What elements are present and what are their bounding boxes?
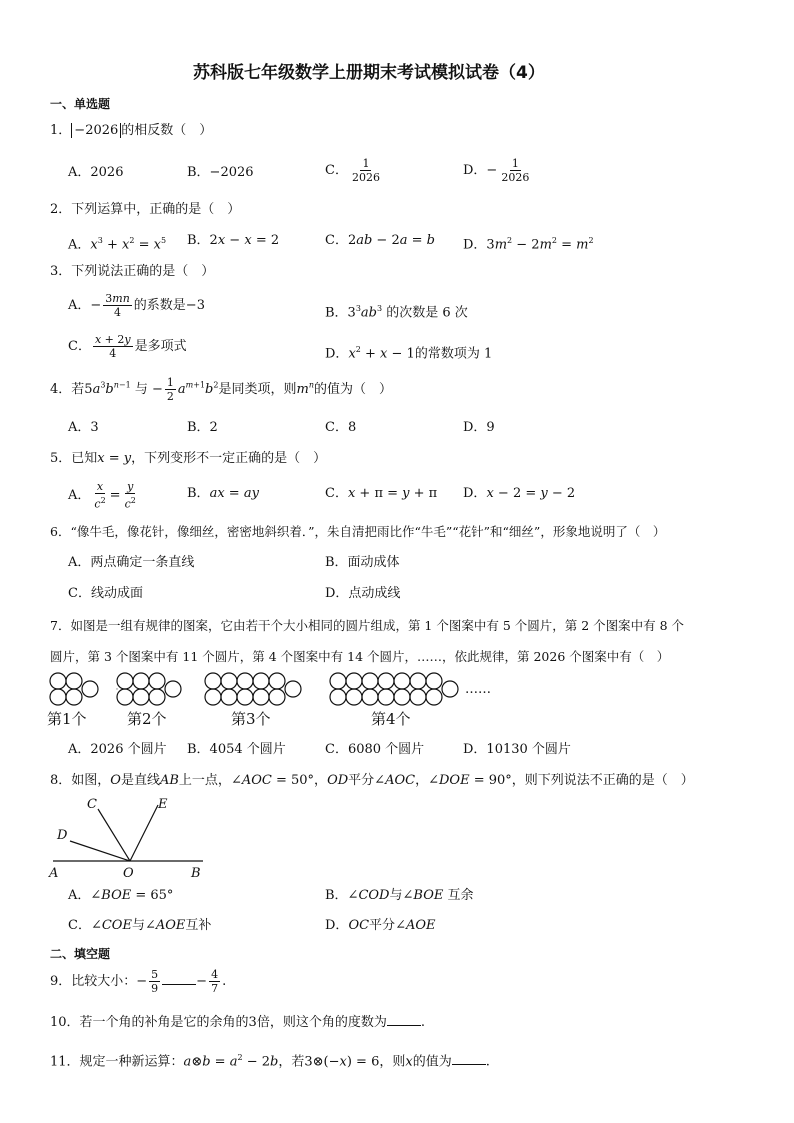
circle xyxy=(221,689,237,705)
section-heading: 一、单选题 xyxy=(50,97,111,111)
figure-label-1: 第1个 xyxy=(47,710,87,728)
option-c[interactable]: C．线动成面 xyxy=(68,586,143,601)
answer-blank[interactable] xyxy=(452,1052,486,1065)
option-c[interactable]: C．6080 个圆片 xyxy=(325,742,425,757)
circle xyxy=(330,689,346,705)
circle xyxy=(221,673,237,689)
circle xyxy=(362,673,378,689)
circle xyxy=(269,689,285,705)
circle xyxy=(410,689,426,705)
question-4: 4．若$5a^3b^{n-1}$ 与 − $\frac{1}{2}$ $a^{m+1}b^2$是同类项，则$m^n$的值为（ ） xyxy=(50,376,392,403)
question-11: 11．规定一种新运算：a⊗b = $a^2 - 2b$，若3⊗(−x) = 6，则x的值为 . xyxy=(50,1053,490,1070)
option-b[interactable]: B．∠COD与∠BOE 互余 xyxy=(325,888,474,903)
question-8: 8．如图，O是直线AB上一点，∠AOC = 50°，OD平分∠AOC，∠DOE = 90°，则下列说法不正确的是（ ） xyxy=(50,773,694,788)
circle xyxy=(149,673,165,689)
option-b[interactable]: B．面动成体 xyxy=(325,555,400,570)
circle xyxy=(394,689,410,705)
circle xyxy=(205,673,221,689)
option-d[interactable]: D．10130 个圆片 xyxy=(463,742,571,757)
ray-od xyxy=(70,841,130,861)
question-text: 的相反数（ ） xyxy=(121,123,213,138)
option-b[interactable]: B．2x − x = 2 xyxy=(187,233,280,248)
circle xyxy=(285,681,301,697)
point-label-e: E xyxy=(158,797,168,812)
option-c[interactable]: C． $\frac{1}{2026}$ xyxy=(325,157,380,184)
circle xyxy=(442,681,458,697)
section-heading: 二、填空题 xyxy=(50,947,111,961)
option-d[interactable]: D．− $\frac{1}{2026}$ xyxy=(463,157,530,184)
circle xyxy=(205,689,221,705)
point-label-b: B xyxy=(191,866,201,881)
option-d[interactable]: D．x − 2 = y − 2 xyxy=(463,486,576,501)
question-7-line-2: 圆片，第 3 个图案中有 11 个圆片，第 4 个图案中有 14 个圆片，……，依此规律，第 2026 个图案中有（ ） xyxy=(50,649,670,664)
circle xyxy=(346,673,362,689)
option-d[interactable]: D．$3m^2 - 2m^2 = m^2$ xyxy=(463,236,594,253)
option-c[interactable]: C．2ab − 2a = b xyxy=(325,233,435,248)
circle xyxy=(117,673,133,689)
question-number: 1． xyxy=(50,123,72,138)
circle xyxy=(426,673,442,689)
option-a[interactable]: A．∠BOE = 65° xyxy=(68,888,174,903)
option-a[interactable]: A．3 xyxy=(68,420,99,435)
question-6: 6．“像牛毛，像花针，像细丝，密密地斜织着．”，朱自清把雨比作“牛毛”“花针”和“细丝”，形象地说明了（ ） xyxy=(50,524,666,539)
question-5: 5．已知x = y，下列变形不一定正确的是（ ） xyxy=(50,451,327,466)
circle xyxy=(426,689,442,705)
circle xyxy=(50,673,66,689)
question-3: 3．下列说法正确的是（ ） xyxy=(50,264,215,279)
circle xyxy=(133,673,149,689)
option-c[interactable]: C．8 xyxy=(325,420,357,435)
circle xyxy=(237,673,253,689)
circle-pattern-figure xyxy=(45,670,515,730)
circle xyxy=(253,673,269,689)
angle-figure xyxy=(45,793,215,883)
circle xyxy=(330,673,346,689)
option-a[interactable]: A．− $\frac{3mn}{4}$ 的系数是−3 xyxy=(68,292,205,319)
figure-label-4: 第4个 xyxy=(371,710,411,728)
option-d[interactable]: D．$x^2 + x - 1$的常数项为 1 xyxy=(325,345,493,362)
option-a[interactable]: A．两点确定一条直线 xyxy=(68,555,195,570)
option-d[interactable]: D．9 xyxy=(463,420,495,435)
option-b[interactable]: B．ax = ay xyxy=(187,486,259,501)
answer-blank[interactable] xyxy=(162,972,196,985)
circle xyxy=(149,689,165,705)
circle xyxy=(133,689,149,705)
option-d[interactable]: D．OC平分∠AOE xyxy=(325,918,436,933)
option-b[interactable]: B．2 xyxy=(187,420,218,435)
option-b[interactable]: B．−2026 xyxy=(187,165,254,180)
answer-blank[interactable] xyxy=(387,1013,421,1026)
circle xyxy=(362,689,378,705)
circle xyxy=(237,689,253,705)
circle xyxy=(378,673,394,689)
circle xyxy=(117,689,133,705)
option-a[interactable]: A．2026 xyxy=(68,165,124,180)
option-c[interactable]: C． $\frac{x + 2y}{4}$ 是多项式 xyxy=(68,333,187,360)
circle xyxy=(50,689,66,705)
ray-oe xyxy=(130,805,158,861)
option-d[interactable]: D．点动成线 xyxy=(325,586,401,601)
option-c[interactable]: C．x + π = y + π xyxy=(325,486,438,501)
absolute-value-expression: −2026 xyxy=(71,123,121,138)
point-label-o: O xyxy=(123,866,134,881)
point-label-c: C xyxy=(87,797,97,812)
option-a[interactable]: A．2026 个圆片 xyxy=(68,742,167,757)
ray-oc xyxy=(98,809,130,861)
circle xyxy=(378,689,394,705)
question-2: 2．下列运算中，正确的是（ ） xyxy=(50,202,241,217)
figure-label-3: 第3个 xyxy=(231,710,271,728)
circle xyxy=(82,681,98,697)
circle xyxy=(269,673,285,689)
question-1 xyxy=(50,122,212,140)
continuation-dots: …… xyxy=(465,682,491,697)
point-label-a: A xyxy=(49,866,59,881)
page-title: 苏科版七年级数学上册期末考试模拟试卷（4） xyxy=(193,63,545,83)
circle xyxy=(165,681,181,697)
circle xyxy=(66,673,82,689)
option-c[interactable]: C．∠COE与∠AOE互补 xyxy=(68,918,212,933)
circle xyxy=(253,689,269,705)
question-7-line-1: 7．如图是一组有规律的图案，它由若干个大小相同的圆片组成，第 1 个图案中有 5 个圆片，第 2 个图案中有 8 个 xyxy=(50,618,685,633)
question-10: 10．若一个角的补角是它的余角的3倍，则这个角的度数为 . xyxy=(50,1015,425,1030)
option-a[interactable]: A． $\frac{x}{c^2}$ = $\frac{y}{c^2}$ xyxy=(68,480,136,511)
point-label-d: D xyxy=(57,828,68,843)
circle xyxy=(346,689,362,705)
circle xyxy=(394,673,410,689)
option-b[interactable]: B．$3^3ab^3$ 的次数是 6 次 xyxy=(325,304,468,321)
figure-label-2: 第2个 xyxy=(127,710,167,728)
circle xyxy=(410,673,426,689)
option-a[interactable]: A．$x^3 + x^2 = x^5$ xyxy=(68,236,167,253)
option-b[interactable]: B．4054 个圆片 xyxy=(187,742,286,757)
circle xyxy=(66,689,82,705)
question-9: 9．比较大小：− $\frac{5}{9}$ − $\frac{4}{7}$ . xyxy=(50,968,227,995)
